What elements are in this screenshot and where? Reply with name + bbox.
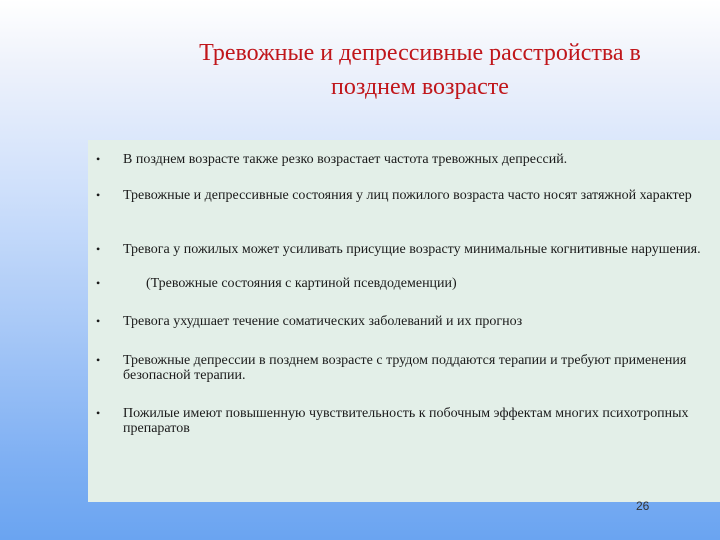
slide-title-line-1: Тревожные и депрессивные расстройства в — [199, 40, 641, 66]
bullet-text: Тревога у пожилых может усиливать присущие возрасту минимальные когнитивные нарушения. — [123, 242, 701, 257]
bullet-marker: • — [96, 406, 101, 420]
bullet-marker: • — [96, 152, 101, 166]
content-panel — [88, 140, 720, 502]
bullet-text: Пожилые имеют повышенную чувствительность к побочным эффектам многих психотропных препаратов — [123, 406, 689, 436]
bullet-text: В позднем возрасте также резко возрастает частота тревожных депрессий. — [123, 152, 568, 167]
bullet-marker: • — [96, 276, 101, 290]
page-number: 26 — [636, 499, 650, 513]
bullet-text: (Тревожные состояния с картиной псевдодеменции) — [146, 276, 457, 291]
bullet-marker: • — [96, 242, 101, 256]
bullet-marker: • — [96, 314, 101, 328]
bullet-marker: • — [96, 353, 101, 367]
bullet-marker: • — [96, 188, 101, 202]
bullet-text: Тревожные депрессии в позднем возрасте с трудом поддаются терапии и требуют применения безопасной терапии. — [123, 353, 687, 383]
bullet-text: Тревожные и депрессивные состояния у лиц пожилого возраста часто носят затяжной характер — [123, 188, 692, 203]
slide-title — [120, 36, 720, 104]
bullet-text: Тревога ухудшает течение соматических заболеваний и их прогноз — [123, 314, 523, 329]
slide-title-line-2: позднем возрасте — [331, 74, 509, 100]
